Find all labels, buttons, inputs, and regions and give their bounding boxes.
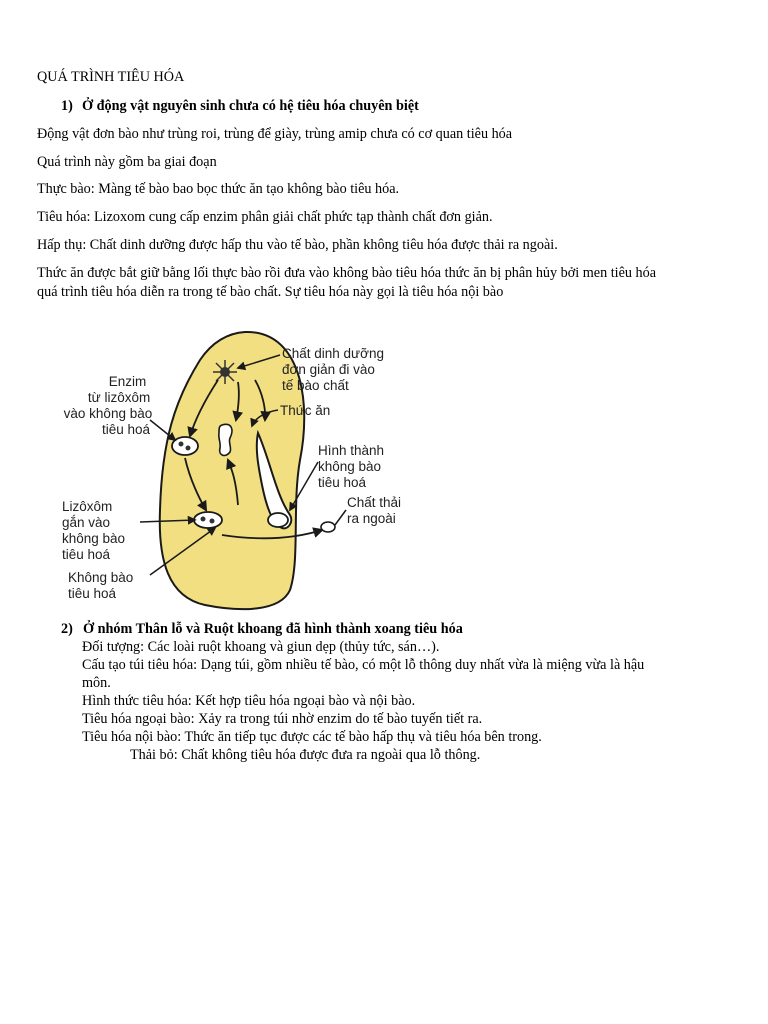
section-1-heading: Ở động vật nguyên sinh chưa có hệ tiêu hóa chuyên biệt — [82, 98, 419, 114]
section-2-structure-cont: môn. — [82, 675, 111, 691]
label-digestive-vacuole: Không bào tiêu hoá — [68, 570, 134, 601]
section-2-form: Hình thức tiêu hóa: Kết hợp tiêu hóa ngoại bào và nội bào. — [82, 693, 416, 709]
summary-line-1: Thức ăn được bắt giữ bằng lối thực bào rồi đưa vào không bào tiêu hóa thức ăn bị phân hủy bởi men tiêu hóa — [37, 265, 657, 281]
label-food: Thức ăn — [280, 403, 331, 418]
intracellular-digestion-figure — [0, 326, 520, 611]
paragraph-three-stages: Quá trình này gồm ba giai đoạn — [37, 154, 217, 170]
page-title: QUÁ TRÌNH TIÊU HÓA — [37, 69, 185, 85]
label-waste: Chất thải ra ngoài — [347, 495, 402, 526]
label-forming-vacuole: Hình thành không bào tiêu hoá — [318, 443, 385, 490]
food-particle-icon — [219, 424, 232, 455]
section-2-structure: Cấu tạo túi tiêu hóa: Dạng túi, gồm nhiều tế bào, có một lỗ thông duy nhất vừa là miệng vừa là hậu — [82, 657, 645, 673]
section-1-number: 1) — [61, 98, 73, 114]
section-2-excretion: Thải bỏ: Chất không tiêu hóa được đưa ra ngoài qua lỗ thông. — [130, 747, 481, 763]
summary-line-2: quá trình tiêu hóa diễn ra trong tế bào chất. Sự tiêu hóa này gọi là tiêu hóa nội bào — [37, 284, 504, 300]
paragraph-absorption: Hấp thụ: Chất dinh dưỡng được hấp thu vào tế bào, phần không tiêu hóa được thải ra ngoài. — [37, 237, 558, 253]
section-2-intracellular: Tiêu hóa nội bào: Thức ăn tiếp tục được các tế bào hấp thụ và tiêu hóa bên trong. — [82, 729, 542, 745]
label-lysosome: Lizôxôm gắn vào không bào tiêu hoá — [62, 499, 126, 562]
paragraph-unicellular: Động vật đơn bào như trùng roi, trùng để giày, trùng amip chưa có cơ quan tiêu hóa — [37, 126, 513, 142]
section-2-heading: Ở nhóm Thân lỗ và Ruột khoang đã hình thành xoang tiêu hóa — [83, 621, 463, 637]
paragraph-phagocytosis: Thực bào: Màng tế bào bao bọc thức ăn tạo không bào tiêu hóa. — [37, 181, 400, 197]
label-nutrient: Chất dinh dưỡng đơn giản đi vào tế bào chất — [282, 346, 384, 393]
label-enzyme: Enzim từ lizôxôm vào không bào tiêu hoá — [63, 374, 153, 437]
paragraph-digestion: Tiêu hóa: Lizoxom cung cấp enzim phân giải chất phức tạp thành chất đơn giản. — [37, 209, 493, 225]
nutrient-burst-icon — [213, 360, 237, 384]
section-2-extracellular: Tiêu hóa ngoại bào: Xảy ra trong túi nhờ enzim do tế bào tuyến tiết ra. — [82, 711, 483, 727]
section-2-number: 2) — [61, 621, 73, 637]
section-2-subjects: Đối tượng: Các loài ruột khoang và giun dẹp (thủy tức, sán…). — [82, 639, 440, 655]
